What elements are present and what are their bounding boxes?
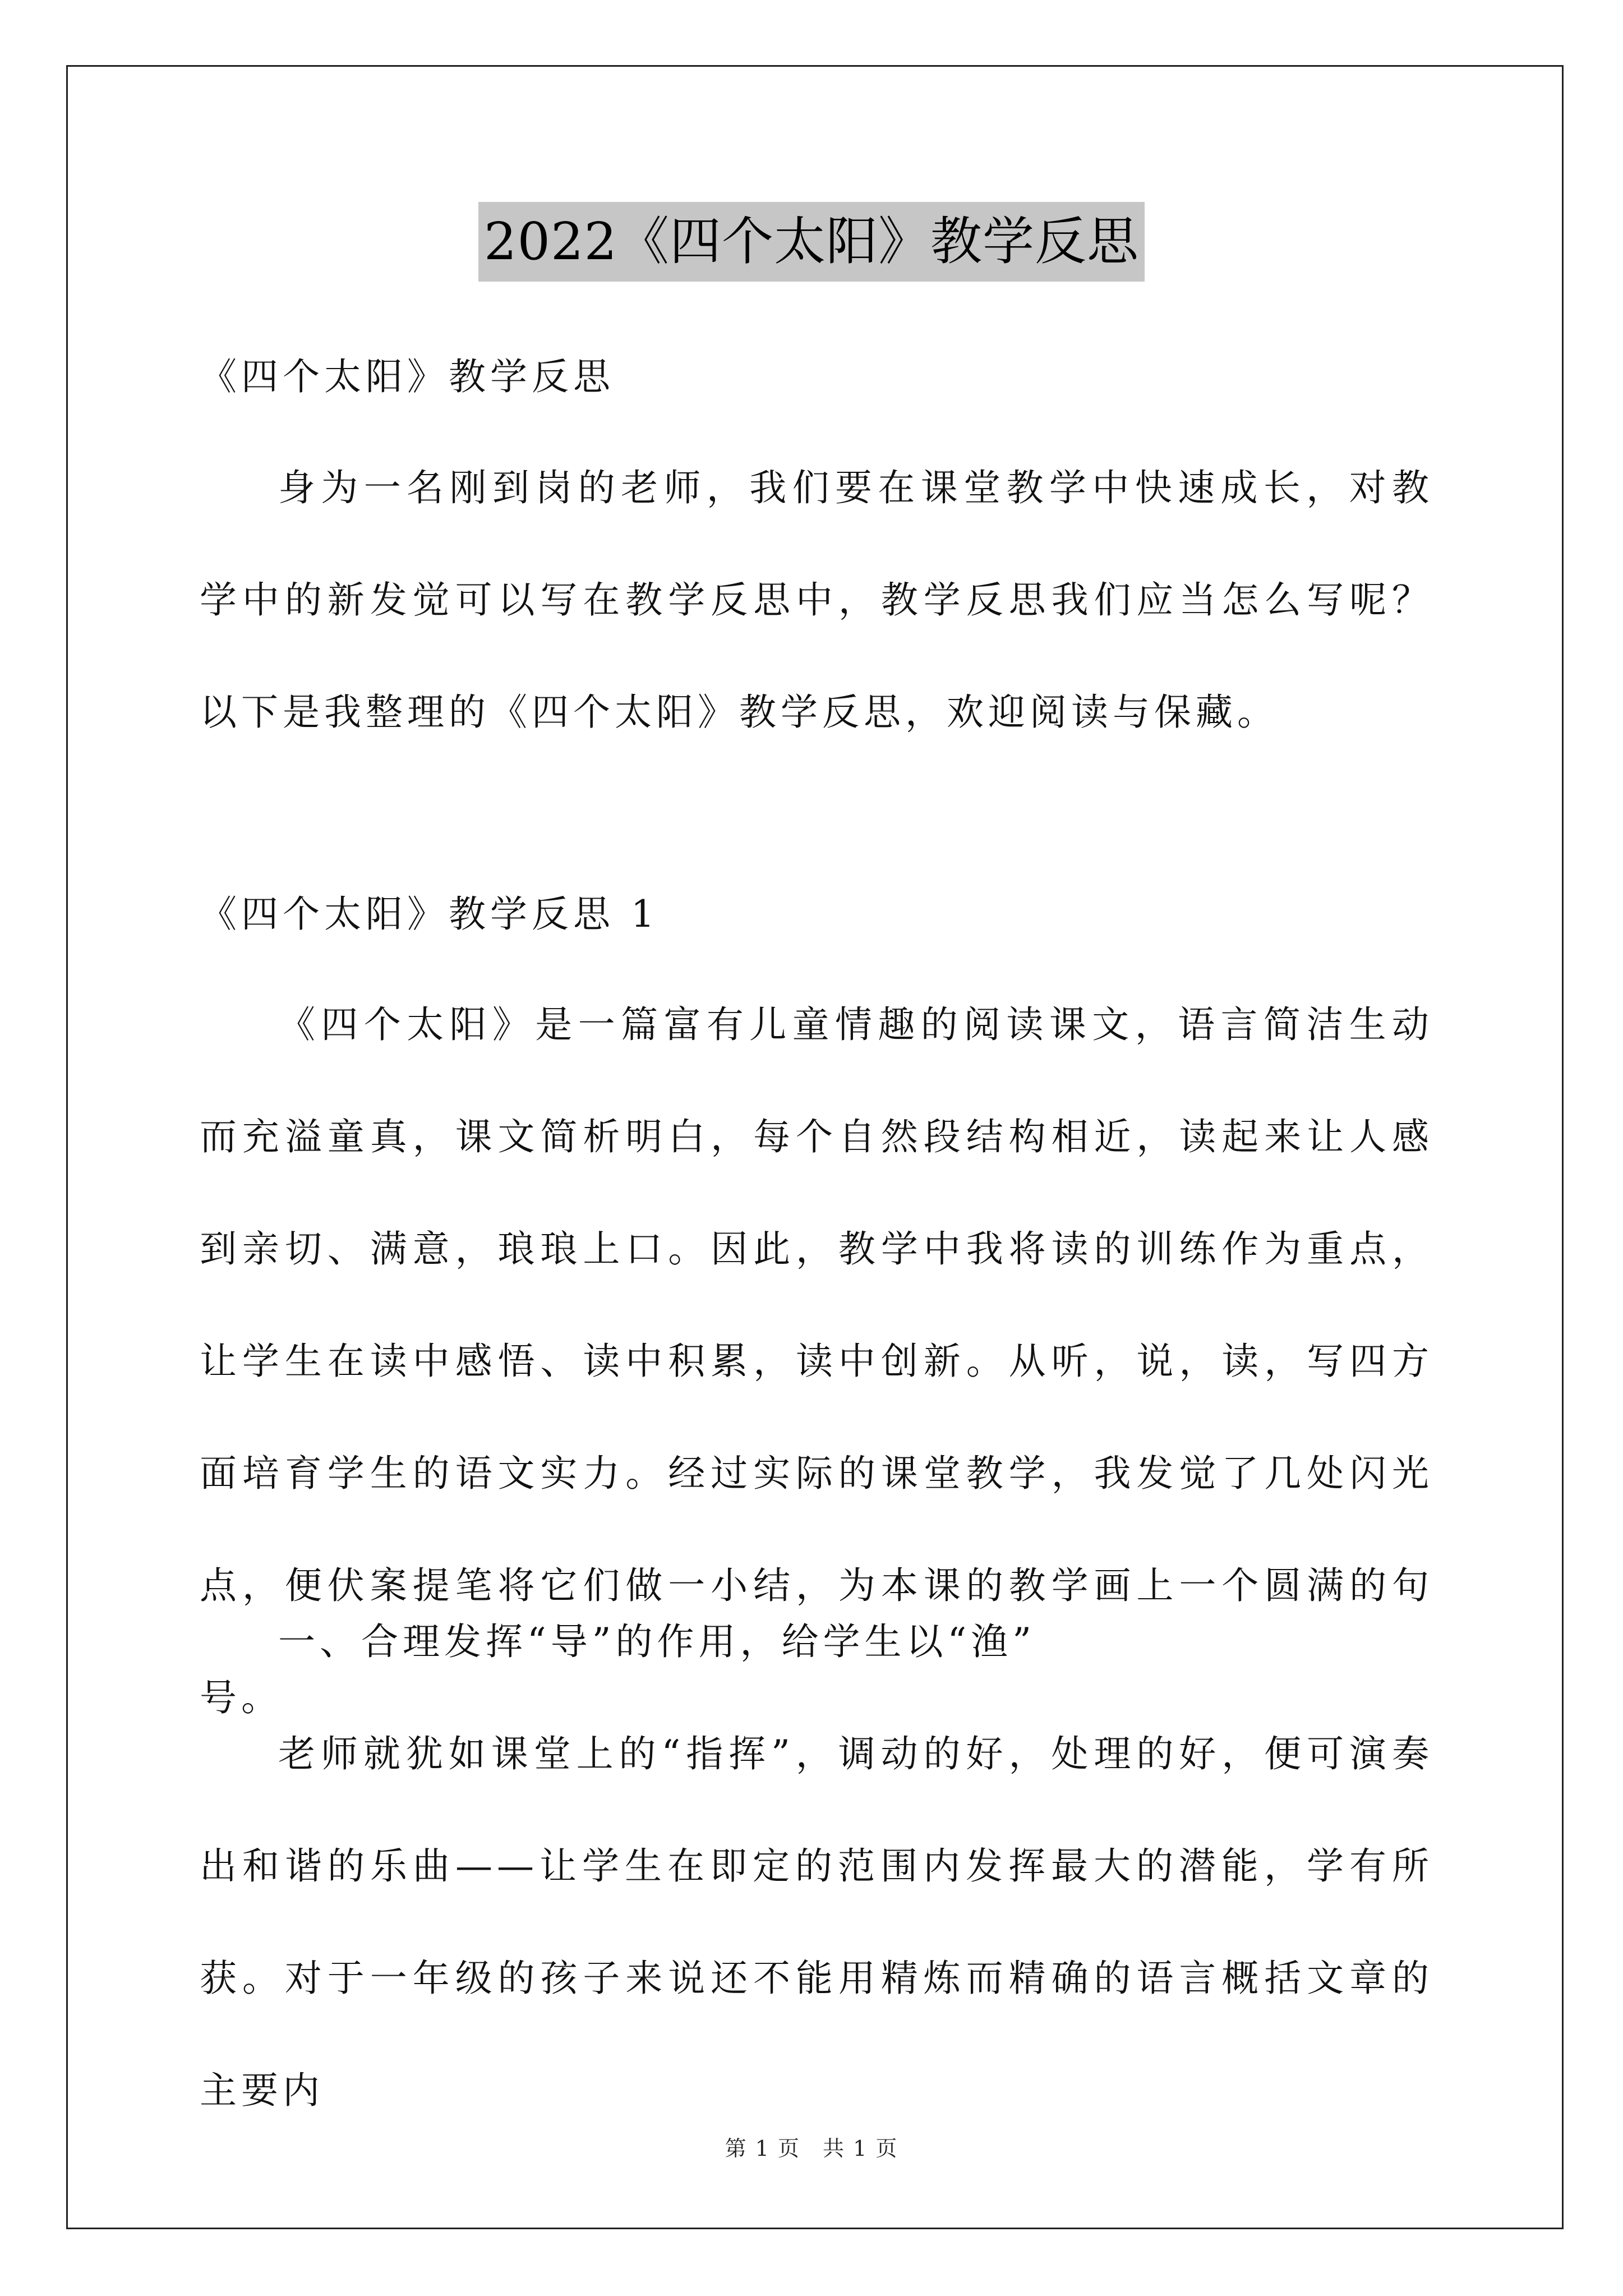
document-subtitle: 《四个太阳》教学反思 [200, 355, 615, 398]
document-title: 2022《四个太阳》教学反思 [478, 202, 1145, 282]
section-paragraph: 《四个太阳》是一篇富有儿童情趣的阅读课文，语言简洁生动而充溢童真，课文简析明白，每个自然段结构相近，读起来让人感到亲切、满意，琅琅上口。因此，教学中我将读的训练作为重点，让学生在读中感悟、读中积累，读中创新。从听，说，读，写四方面培育学生的语文实力。经过实际的课堂教学，我发觉了几处闪光点，便伏案提笔将它们做一小结，为本课的教学画上一个圆满的句号。 [200, 1003, 1433, 1719]
section-heading: 《四个太阳》教学反思 1 [200, 892, 659, 936]
point-heading: 一、合理发挥“导”的作用，给学生以“渔” [278, 1620, 1036, 1663]
intro-paragraph: 身为一名刚到岗的老师，我们要在课堂教学中快速成长，对教学中的新发觉可以写在教学反思中，教学反思我们应当怎么写呢？以下是我整理的《四个太阳》教学反思，欢迎阅读与保藏。 [200, 466, 1433, 734]
point-paragraph: 老师就犹如课堂上的“指挥”，调动的好，处理的好，便可演奏出和谐的乐曲——让学生在即定的范围内发挥最大的潜能，学有所获。对于一年级的孩子来说还不能用精炼而精确的语言概括文章的主要内 [200, 1732, 1433, 2112]
title-wrap [0, 202, 1623, 282]
page-footer: 第 1 页 共 1 页 [725, 2136, 898, 2161]
